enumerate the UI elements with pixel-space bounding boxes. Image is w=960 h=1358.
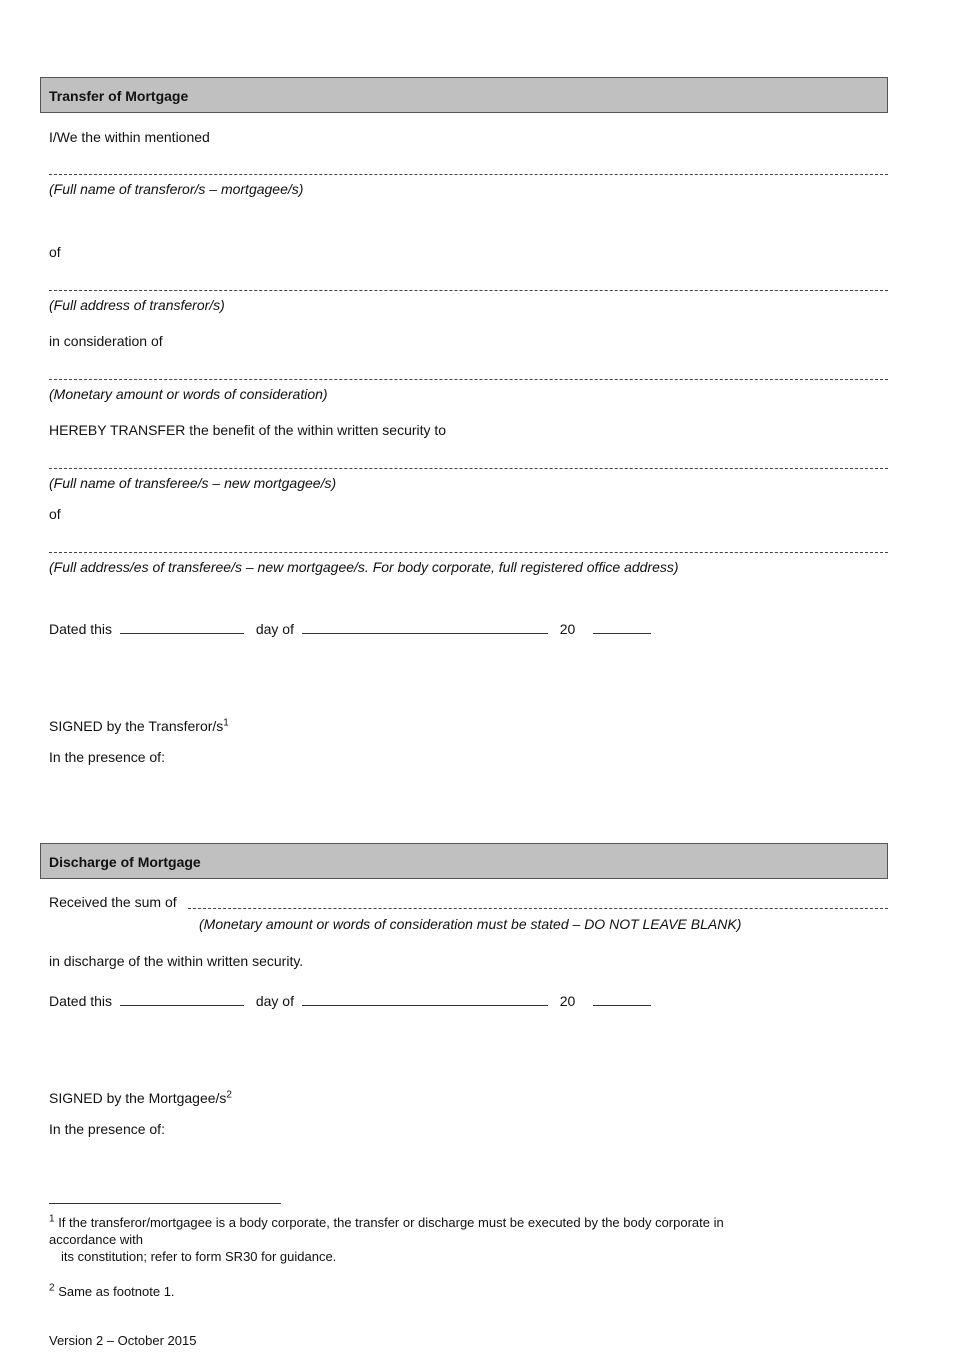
transfer-date-row bbox=[49, 621, 651, 637]
consideration-hint: (Monetary amount or words of consideration) bbox=[49, 386, 328, 402]
received-hint: (Monetary amount or words of consideration must be stated – DO NOT LEAVE BLANK) bbox=[199, 916, 742, 932]
discharge-presence: In the presence of: bbox=[49, 1121, 165, 1137]
year-field[interactable] bbox=[593, 621, 651, 634]
day-of-label: day of bbox=[255, 621, 294, 637]
footnote-num: 1 bbox=[49, 1213, 55, 1225]
year-field[interactable] bbox=[593, 993, 651, 1006]
footnote-ref-1: 1 bbox=[223, 717, 229, 729]
in-discharge-text: in discharge of the within written security. bbox=[49, 953, 304, 969]
footnote-num: 2 bbox=[49, 1282, 55, 1294]
month-field[interactable] bbox=[302, 993, 548, 1006]
signed-text: SIGNED by the Transferor/s bbox=[49, 718, 224, 734]
footnote-2 bbox=[49, 1283, 175, 1300]
month-field[interactable] bbox=[302, 621, 548, 634]
discharge-date-row bbox=[49, 993, 651, 1009]
hereby-transfer-text: HEREBY TRANSFER the benefit of the within written security to bbox=[49, 422, 447, 438]
footnote-text: accordance with bbox=[49, 1232, 143, 1247]
transferor-name-hint: (Full name of transferor/s – mortgagee/s) bbox=[49, 181, 304, 197]
dated-label: Dated this bbox=[49, 993, 113, 1009]
transferee-address-field[interactable] bbox=[49, 552, 888, 553]
footnote-text: its constitution; refer to form SR30 for guidance. bbox=[61, 1249, 337, 1264]
day-of-label: day of bbox=[255, 993, 294, 1009]
transferee-name-hint: (Full name of transferee/s – new mortgagee/s) bbox=[49, 475, 337, 491]
received-sum-field[interactable] bbox=[188, 908, 888, 909]
transfer-presence: In the presence of: bbox=[49, 749, 165, 765]
version-footer: Version 2 – October 2015 bbox=[49, 1333, 197, 1348]
intro-text: I/We the within mentioned bbox=[49, 129, 210, 145]
day-field[interactable] bbox=[120, 993, 244, 1006]
year-prefix: 20 bbox=[559, 993, 576, 1009]
dated-label: Dated this bbox=[49, 621, 113, 637]
discharge-header-title: Discharge of Mortgage bbox=[49, 854, 201, 870]
mortgagee-signed bbox=[49, 1090, 232, 1106]
footnote-text: Same as footnote 1. bbox=[58, 1284, 175, 1299]
transferee-address-hint: (Full address/es of transferee/s – new mortgagee/s. For body corporate, full registered office address) bbox=[49, 559, 679, 575]
transferor-address-hint: (Full address of transferor/s) bbox=[49, 297, 225, 313]
year-prefix: 20 bbox=[559, 621, 576, 637]
received-label: Received the sum of bbox=[49, 894, 177, 910]
transferor-address-field[interactable] bbox=[49, 290, 888, 291]
footnote-separator bbox=[49, 1203, 281, 1204]
footnote-1 bbox=[49, 1214, 724, 1265]
consideration-field[interactable] bbox=[49, 379, 888, 380]
of-label-1: of bbox=[49, 244, 61, 260]
footnote-text: If the transferor/mortgagee is a body corporate, the transfer or discharge must be executed by the body corporate in bbox=[58, 1215, 724, 1230]
transfer-header-title: Transfer of Mortgage bbox=[49, 88, 189, 104]
footnote-ref-2: 2 bbox=[226, 1089, 232, 1101]
discharge-header bbox=[40, 843, 888, 879]
transferor-signed bbox=[49, 718, 229, 734]
transferor-name-field[interactable] bbox=[49, 174, 888, 175]
day-field[interactable] bbox=[120, 621, 244, 634]
signed-text: SIGNED by the Mortgagee/s bbox=[49, 1090, 227, 1106]
transfer-header bbox=[40, 77, 888, 113]
consideration-label: in consideration of bbox=[49, 333, 163, 349]
of-label-2: of bbox=[49, 506, 61, 522]
transferee-name-field[interactable] bbox=[49, 468, 888, 469]
